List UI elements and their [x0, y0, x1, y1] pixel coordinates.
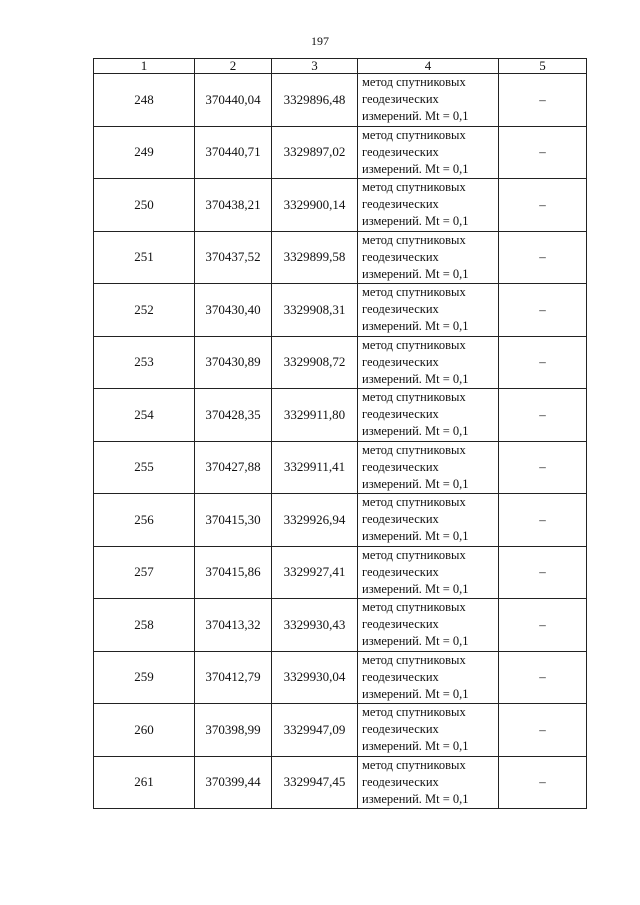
table-row [94, 704, 587, 757]
method-cell [358, 651, 499, 704]
y-coordinate-cell: 3329899,58 [272, 231, 358, 284]
method-line: метод спутниковых [362, 705, 466, 720]
method-cell [358, 231, 499, 284]
method-line: метод спутниковых [362, 75, 466, 90]
column-5-cell: – [499, 389, 587, 442]
table-row [94, 231, 587, 284]
method-line: метод спутниковых [362, 180, 466, 195]
method-cell [358, 756, 499, 809]
method-line: метод спутниковых [362, 652, 466, 667]
method-line: метод спутниковых [362, 232, 466, 247]
method-line: геодезических [362, 197, 439, 212]
column-5-cell: – [499, 494, 587, 547]
table-row [94, 441, 587, 494]
column-5-cell: – [499, 599, 587, 652]
table-row [94, 74, 587, 127]
method-cell [358, 704, 499, 757]
method-line: измерений. Mt = 0,1 [362, 214, 469, 229]
point-number-cell: 256 [94, 494, 195, 547]
table-row [94, 126, 587, 179]
method-line: измерений. Mt = 0,1 [362, 634, 469, 649]
method-cell [358, 336, 499, 389]
method-line: геодезических [362, 92, 439, 107]
y-coordinate-cell: 3329911,80 [272, 389, 358, 442]
method-line: измерений. Mt = 0,1 [362, 739, 469, 754]
method-line: геодезических [362, 564, 439, 579]
method-line: метод спутниковых [362, 757, 466, 772]
table-row [94, 651, 587, 704]
y-coordinate-cell: 3329927,41 [272, 546, 358, 599]
x-coordinate-cell: 370440,04 [195, 74, 272, 127]
method-line: метод спутниковых [362, 127, 466, 142]
x-coordinate-cell: 370430,40 [195, 284, 272, 337]
x-coordinate-cell: 370428,35 [195, 389, 272, 442]
y-coordinate-cell: 3329947,45 [272, 756, 358, 809]
point-number-cell: 255 [94, 441, 195, 494]
y-coordinate-cell: 3329930,43 [272, 599, 358, 652]
point-number-cell: 251 [94, 231, 195, 284]
method-line: геодезических [362, 459, 439, 474]
point-number-cell: 248 [94, 74, 195, 127]
point-number-cell: 261 [94, 756, 195, 809]
method-line: геодезических [362, 669, 439, 684]
y-coordinate-cell: 3329900,14 [272, 179, 358, 232]
y-coordinate-cell: 3329908,72 [272, 336, 358, 389]
method-cell [358, 179, 499, 232]
table-header-row [94, 59, 587, 74]
point-number-cell: 249 [94, 126, 195, 179]
method-line: геодезических [362, 722, 439, 737]
point-number-cell: 257 [94, 546, 195, 599]
method-line: метод спутниковых [362, 390, 466, 405]
method-cell [358, 494, 499, 547]
point-number-cell: 253 [94, 336, 195, 389]
method-line: геодезических [362, 774, 439, 789]
method-line: метод спутниковых [362, 285, 466, 300]
y-coordinate-cell: 3329947,09 [272, 704, 358, 757]
y-coordinate-cell: 3329930,04 [272, 651, 358, 704]
table-row [94, 284, 587, 337]
method-line: геодезических [362, 354, 439, 369]
x-coordinate-cell: 370440,71 [195, 126, 272, 179]
x-coordinate-cell: 370398,99 [195, 704, 272, 757]
x-coordinate-cell: 370415,86 [195, 546, 272, 599]
y-coordinate-cell: 3329896,48 [272, 74, 358, 127]
method-line: измерений. Mt = 0,1 [362, 476, 469, 491]
point-number-cell: 260 [94, 704, 195, 757]
method-line: метод спутниковых [362, 547, 466, 562]
x-coordinate-cell: 370437,52 [195, 231, 272, 284]
x-coordinate-cell: 370412,79 [195, 651, 272, 704]
column-5-cell: – [499, 284, 587, 337]
column-header-4: 4 [358, 59, 499, 74]
method-line: измерений. Mt = 0,1 [362, 371, 469, 386]
point-number-cell: 259 [94, 651, 195, 704]
method-line: измерений. Mt = 0,1 [362, 791, 469, 806]
point-number-cell: 250 [94, 179, 195, 232]
method-line: измерений. Mt = 0,1 [362, 109, 469, 124]
point-number-cell: 252 [94, 284, 195, 337]
column-header-2: 2 [195, 59, 272, 74]
x-coordinate-cell: 370415,30 [195, 494, 272, 547]
x-coordinate-cell: 370413,32 [195, 599, 272, 652]
column-5-cell: – [499, 546, 587, 599]
method-line: геодезических [362, 512, 439, 527]
method-line: измерений. Mt = 0,1 [362, 319, 469, 334]
method-line: измерений. Mt = 0,1 [362, 529, 469, 544]
method-line: геодезических [362, 617, 439, 632]
column-header-3: 3 [272, 59, 358, 74]
column-5-cell: – [499, 74, 587, 127]
column-5-cell: – [499, 704, 587, 757]
method-line: геодезических [362, 302, 439, 317]
table-row [94, 756, 587, 809]
method-line: метод спутниковых [362, 442, 466, 457]
method-line: метод спутниковых [362, 600, 466, 615]
method-cell [358, 74, 499, 127]
table-row [94, 494, 587, 547]
column-5-cell: – [499, 231, 587, 284]
page-number: 197 [311, 34, 329, 48]
method-cell [358, 389, 499, 442]
column-5-cell: – [499, 126, 587, 179]
method-line: измерений. Mt = 0,1 [362, 266, 469, 281]
x-coordinate-cell: 370427,88 [195, 441, 272, 494]
method-cell [358, 599, 499, 652]
x-coordinate-cell: 370399,44 [195, 756, 272, 809]
column-5-cell: – [499, 756, 587, 809]
column-header-5: 5 [499, 59, 587, 74]
method-cell [358, 126, 499, 179]
method-line: геодезических [362, 249, 439, 264]
method-line: геодезических [362, 407, 439, 422]
method-line: измерений. Mt = 0,1 [362, 581, 469, 596]
x-coordinate-cell: 370438,21 [195, 179, 272, 232]
x-coordinate-cell: 370430,89 [195, 336, 272, 389]
y-coordinate-cell: 3329911,41 [272, 441, 358, 494]
method-line: измерений. Mt = 0,1 [362, 686, 469, 701]
table-row [94, 599, 587, 652]
method-line: геодезических [362, 144, 439, 159]
y-coordinate-cell: 3329897,02 [272, 126, 358, 179]
method-line: метод спутниковых [362, 337, 466, 352]
table-row [94, 336, 587, 389]
method-cell [358, 546, 499, 599]
table-row [94, 389, 587, 442]
column-5-cell: – [499, 441, 587, 494]
table-row [94, 546, 587, 599]
y-coordinate-cell: 3329908,31 [272, 284, 358, 337]
column-5-cell: – [499, 179, 587, 232]
method-cell [358, 441, 499, 494]
column-5-cell: – [499, 651, 587, 704]
y-coordinate-cell: 3329926,94 [272, 494, 358, 547]
coordinates-table [93, 58, 587, 809]
column-header-1: 1 [94, 59, 195, 74]
table-row [94, 179, 587, 232]
method-line: метод спутниковых [362, 495, 466, 510]
column-5-cell: – [499, 336, 587, 389]
method-line: измерений. Mt = 0,1 [362, 161, 469, 176]
method-cell [358, 284, 499, 337]
method-line: измерений. Mt = 0,1 [362, 424, 469, 439]
point-number-cell: 254 [94, 389, 195, 442]
point-number-cell: 258 [94, 599, 195, 652]
